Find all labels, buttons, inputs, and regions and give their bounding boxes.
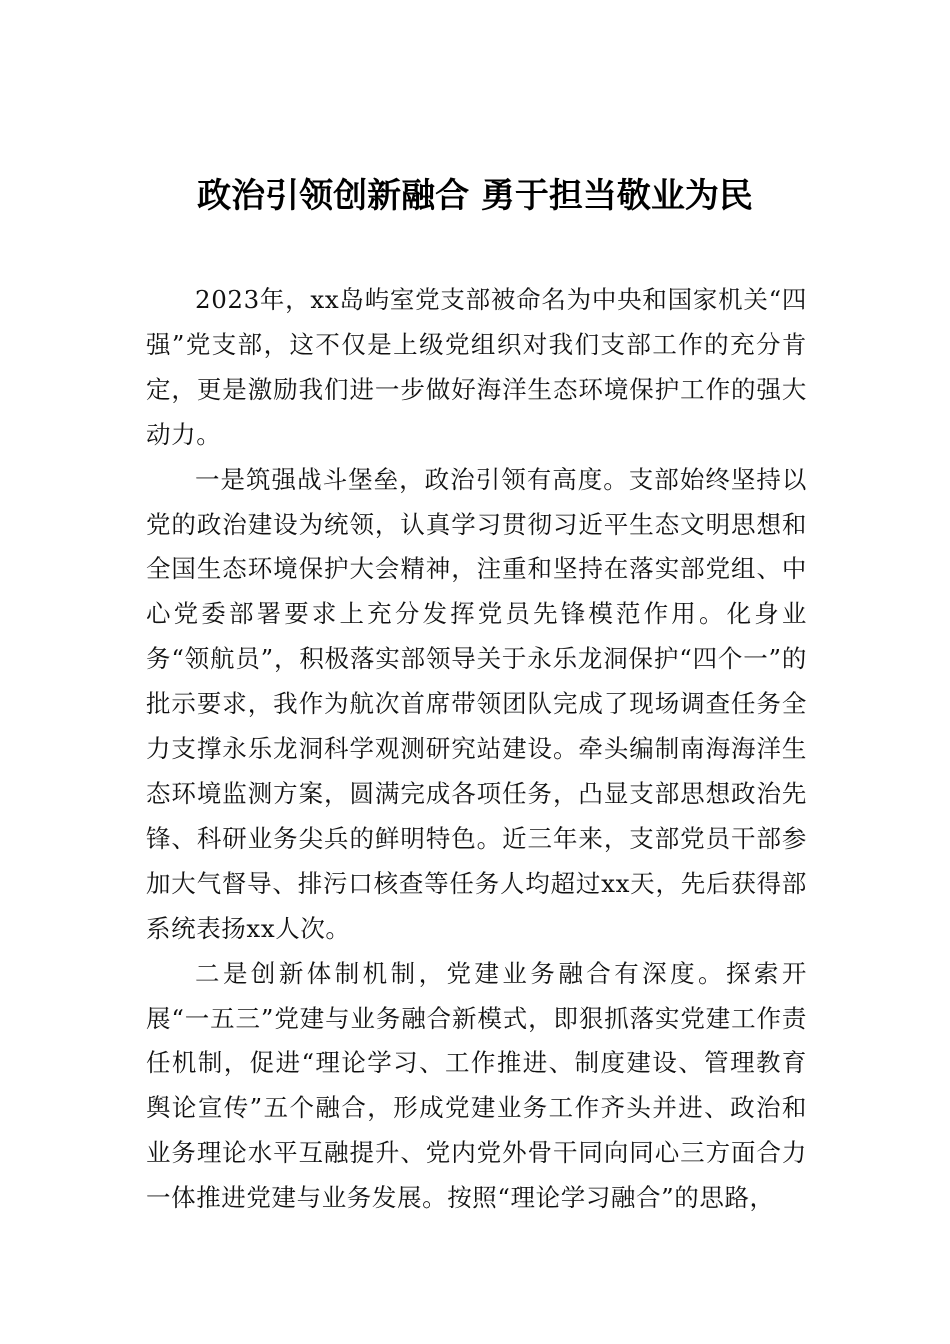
paragraph-3: 二是创新体制机制，党建业务融合有深度。探索开展“一五三”党建与业务融合新模式，即狠抓落实党建工作责任机制，促进“理论学习、工作推进、制度建设、管理教育舆论宣传”五个融合，形成党建业务工作齐头并进、政治和业务理论水平互融提升、党内党外骨干同向同心三方面合力一体推进党建与业务发展。按照“理论学习融合”的思路， [146,958,807,1213]
paragraph-2: 一是筑强战斗堡垒，政治引领有高度。支部始终坚持以党的政治建设为统领，认真学习贯彻习近平生态文明思想和全国生态环境保护大会精神，注重和坚持在落实部党组、中心党委部署要求上充分发挥党员先锋模范作用。化身业务“领航员”，积极落实部领导关于永乐龙洞保护“四个一”的批示要求，我作为航次首席带领团队完成了现场调查任务全力支撑永乐龙洞科学观测研究站建设。牵头编制南海海洋生态环境监测方案，圆满完成各项任务，凸显支部思想政治先锋、科研业务尖兵的鲜明特色。近三年来，支部党员干部参加大气督导、排污口核查等任务人均超过xx天，先后获得部系统表扬xx人次。 [146,464,807,943]
document-title: 政治引领创新融合 勇于担当敬业为民 [197,176,753,216]
paragraph-1: 2023年，xx岛屿室党支部被命名为中央和国家机关“四强”党支部，这不仅是上级党组织对我们支部工作的充分肯定，更是激励我们进一步做好海洋生态环境保护工作的强大动力。 [146,285,807,449]
document-body [146,278,807,1221]
